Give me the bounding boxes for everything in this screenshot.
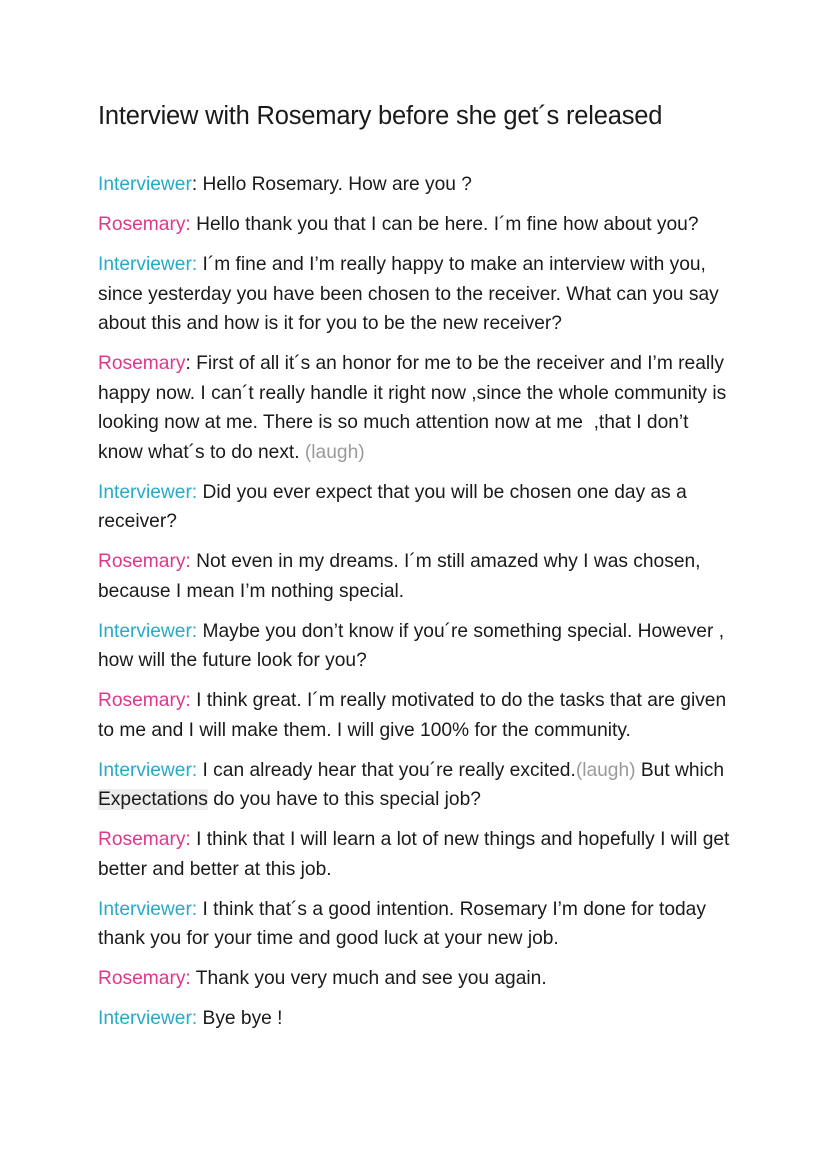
turn-text-end: do you have to this special job?	[207, 789, 481, 810]
dialogue-turn	[98, 895, 738, 954]
document-page	[98, 98, 738, 1044]
turn-text: I´m fine and I’m really happy to make an interview with you, since yesterday you have been chosen to the receiver. What can you say about this and how is it for you to be the new receiver?	[98, 254, 719, 334]
stage-direction: (laugh)	[304, 441, 365, 463]
turn-text: Not even in my dreams. I´m still amazed why I was chosen, because I mean I’m nothing special.	[98, 551, 701, 602]
speaker-label: Interviewer:	[98, 620, 198, 642]
turn-text: Thank you very much and see you again.	[195, 968, 547, 989]
dialogue-turn	[98, 1004, 738, 1034]
speaker-label: Interviewer	[98, 174, 192, 195]
stage-direction: (laugh)	[575, 759, 636, 781]
dialogue-turn	[98, 825, 738, 884]
speaker-label: Interviewer:	[98, 898, 198, 920]
dialogue-turn	[98, 210, 738, 240]
document-title: Interview with Rosemary before she get´s released	[98, 102, 663, 130]
speaker-label: Rosemary:	[98, 214, 191, 235]
turn-text: First of all it´s an honor for me to be the receiver and I’m really happy now. I can´t really handle it right now ,since the whole community is looking now at me. There is so much attention now at me ,that I don’t know what´s to do next.	[98, 353, 732, 463]
speaker-separator: :	[191, 174, 203, 195]
dialogue-turn	[98, 756, 738, 815]
speaker-label: Interviewer:	[98, 481, 198, 503]
turn-text: I can already hear that you´re really excited.	[202, 759, 576, 781]
dialogue-turn	[98, 478, 738, 537]
dialogue-turn	[98, 547, 738, 606]
dialogue-turn	[98, 964, 738, 994]
speaker-label: Interviewer:	[98, 1008, 198, 1029]
dialogue-turn	[98, 686, 738, 745]
turn-text: I think great. I´m really motivated to do the tasks that are given to me and I will make them. I will give 100% for the community.	[98, 690, 727, 741]
speaker-label: Rosemary	[98, 353, 186, 374]
speaker-label: Interviewer:	[98, 254, 198, 275]
speaker-label: Rosemary:	[98, 690, 191, 711]
turn-text: I think that I will learn a lot of new things and hopefully I will get better and better at this job.	[98, 829, 730, 880]
speaker-separator: :	[185, 353, 197, 374]
turn-text: Bye bye !	[202, 1008, 283, 1029]
turn-text: Did you ever expect that you will be chosen one day as a receiver?	[98, 481, 687, 532]
dialogue-turn	[98, 250, 738, 339]
speaker-label: Rosemary:	[98, 829, 191, 850]
dialogue-turn	[98, 170, 738, 200]
turn-text: Hello Rosemary. How are you ?	[202, 174, 472, 195]
turn-text: I think that´s a good intention. Rosemary I’m done for today thank you for your time and good luck at your new job.	[98, 898, 706, 949]
turn-text-continued: But which	[635, 759, 730, 781]
turn-text: Hello thank you that I can be here. I´m fine how about you?	[196, 214, 699, 235]
dialogue-turn	[98, 617, 738, 676]
highlighted-word: Expectations	[98, 789, 208, 810]
speaker-label: Rosemary:	[98, 551, 191, 572]
dialogue-turn	[98, 349, 738, 467]
speaker-label: Rosemary:	[98, 968, 191, 989]
speaker-label: Interviewer:	[98, 759, 198, 781]
turn-text: Maybe you don’t know if you´re something special. However , how will the future look for you?	[98, 620, 725, 671]
